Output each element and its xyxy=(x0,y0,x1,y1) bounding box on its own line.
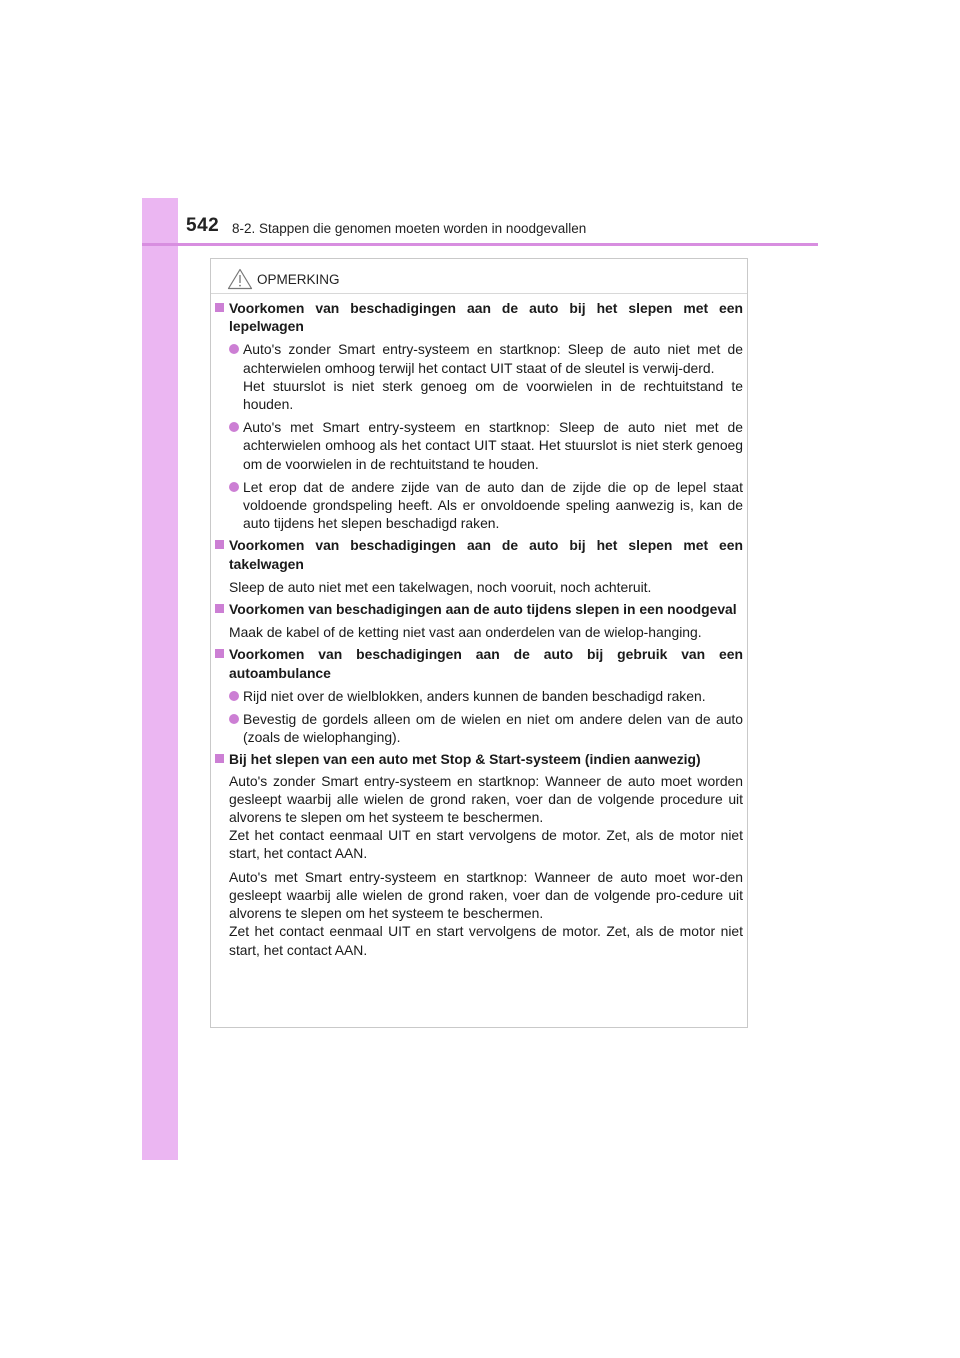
list-item xyxy=(229,687,743,705)
list-item xyxy=(229,418,743,473)
list-item-text: Bevestig de gordels alleen om de wielen en niet om andere delen van de auto (zoals de wielophanging). xyxy=(243,711,743,746)
notice-divider xyxy=(211,293,747,294)
paragraph-text: Auto's zonder Smart entry-systeem en startknop: Wanneer de auto moet worden gesleept waarbij alle wielen de grond raken, voer dan de volgende procedure uit alvorens te slepen om het systeem te beschermen. xyxy=(229,772,743,826)
notice-content xyxy=(211,299,747,959)
header-divider xyxy=(142,243,818,246)
list-item xyxy=(229,340,743,413)
notice-title: OPMERKING xyxy=(257,271,340,287)
section-paragraph: Sleep de auto niet met een takelwagen, noch vooruit, noch achteruit. xyxy=(229,578,652,595)
section-heading: Bij het slepen van een auto met Stop & Start-systeem (indien aanwezig) xyxy=(229,751,701,768)
round-bullet-icon xyxy=(229,714,239,724)
list-item xyxy=(229,478,743,533)
notice-section xyxy=(211,299,747,532)
square-bullet-icon xyxy=(215,303,224,312)
section-heading: Voorkomen van beschadigingen aan de auto bij gebruik van een autoambulance xyxy=(229,646,743,681)
notice-box xyxy=(210,258,748,1028)
section-paragraph xyxy=(229,868,743,959)
square-bullet-icon xyxy=(215,540,224,549)
notice-section xyxy=(211,750,747,958)
list-item-text: Let erop dat de andere zijde van de auto dan de zijde die op de lepel staat voldoende grondspeling heeft. Als er onvoldoende speling aanwezig is, kan de auto tijdens het slepen beschadigd raken. xyxy=(243,478,743,532)
list-item xyxy=(229,710,743,746)
section-paragraph: Maak de kabel of de ketting niet vast aan onderdelen van de wielop-hanging. xyxy=(229,624,702,641)
square-bullet-icon xyxy=(215,754,224,763)
square-bullet-icon xyxy=(215,604,224,613)
round-bullet-icon xyxy=(229,482,239,492)
round-bullet-icon xyxy=(229,691,239,701)
warning-triangle-icon xyxy=(227,268,253,290)
notice-section xyxy=(211,645,747,746)
paragraph-text: Zet het contact eenmaal UIT en start vervolgens de motor. Zet, als de motor niet start, het contact AAN. xyxy=(229,827,743,862)
section-title: 8-2. Stappen die genomen moeten worden in noodgevallen xyxy=(232,221,587,236)
chapter-side-tab xyxy=(142,198,178,1160)
section-heading: Voorkomen van beschadigingen aan de auto bij het slepen met een lepelwagen xyxy=(229,300,743,335)
notice-header xyxy=(227,267,340,291)
section-paragraph xyxy=(229,772,743,863)
page-number: 542 xyxy=(186,215,220,236)
notice-section xyxy=(211,600,747,641)
round-bullet-icon xyxy=(229,344,239,354)
section-heading: Voorkomen van beschadigingen aan de auto tijdens slepen in een noodgeval xyxy=(229,601,737,618)
section-heading: Voorkomen van beschadigingen aan de auto bij het slepen met een takelwagen xyxy=(229,537,743,572)
list-item-text: Auto's zonder Smart entry-systeem en startknop: Sleep de auto niet met de achterwielen omhoog terwijl het contact UIT staat of de sleutel is verwij-derd. xyxy=(243,341,743,376)
paragraph-text: Zet het contact eenmaal UIT en start vervolgens de motor. Zet, als de motor niet start, het contact AAN. xyxy=(229,923,743,958)
paragraph-text: Auto's met Smart entry-systeem en startknop: Wanneer de auto moet wor-den gesleept waarbij alle wielen de grond raken, voer dan de volgende pro-cedure uit alvorens te slepen om het systeem te beschermen. xyxy=(229,868,743,922)
notice-section xyxy=(211,536,747,596)
list-item-text: Rijd niet over de wielblokken, anders kunnen de banden beschadigd raken. xyxy=(243,687,706,704)
list-item-text: Het stuurslot is niet sterk genoeg om de voorwielen in de rechtuitstand te houden. xyxy=(243,377,743,413)
round-bullet-icon xyxy=(229,422,239,432)
square-bullet-icon xyxy=(215,649,224,658)
list-item-text: Auto's met Smart entry-systeem en startknop: Sleep de auto niet met de achterwielen omhoog als het contact UIT staat. Het stuurslot is niet sterk genoeg om de voorwielen in de rechtuitstand te houden. xyxy=(243,419,743,472)
